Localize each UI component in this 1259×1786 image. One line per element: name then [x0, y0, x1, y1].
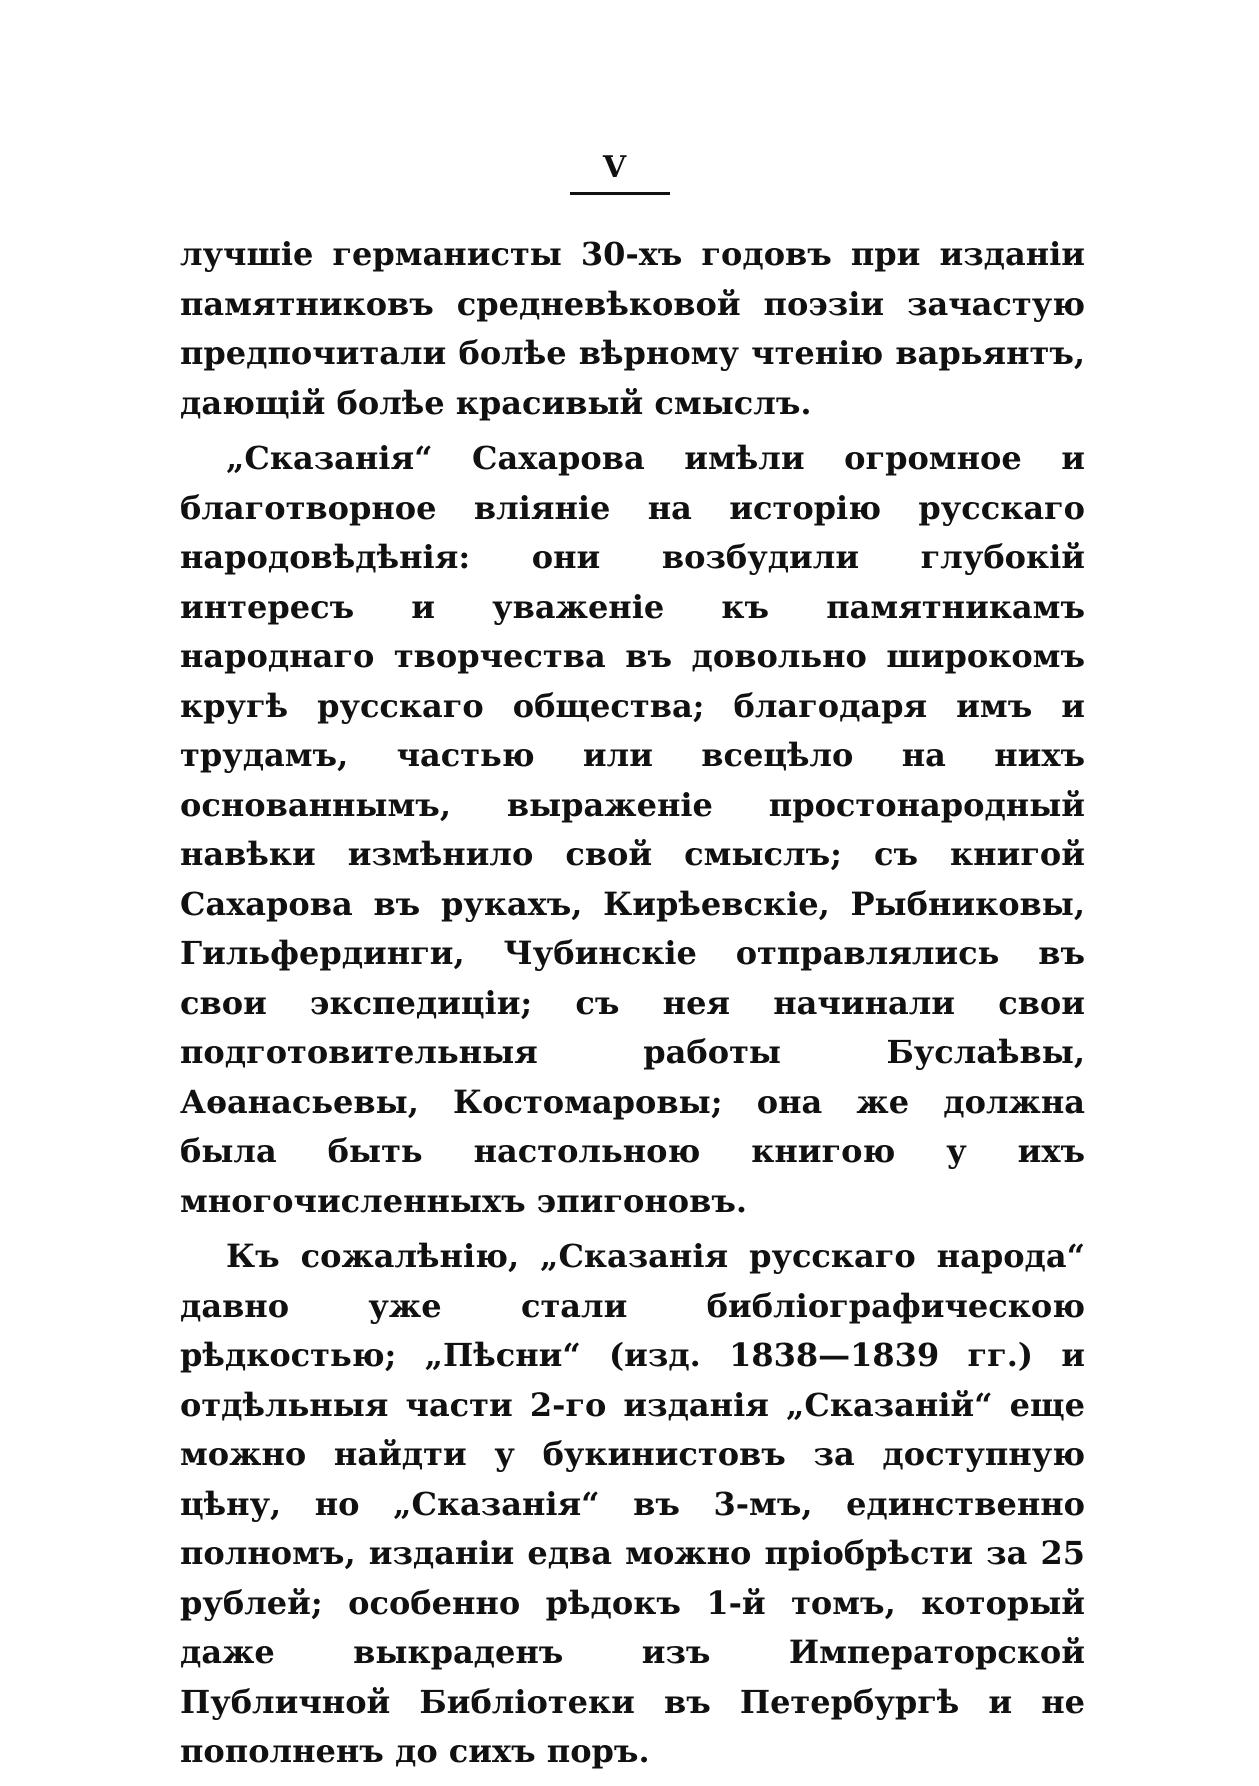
page-number: V — [602, 150, 628, 185]
paragraph-continued: лучшіе германисты 30-хъ годовъ при изданіи памятниковъ средневѣковой поэзіи зачастую предпочитали болѣе вѣрному чтенію варьянтъ, дающій болѣе красивый смыслъ. — [180, 235, 1085, 422]
paragraph-rarity: Къ сожалѣнію, „Сказанія русскаго народа“ давно уже стали библіографическою рѣдкостью; „Пѣсни“ (изд. 1838—1839 гг.) и отдѣльныя части 2-го изданія „Сказаній“ еще можно найдти у букинистовъ за доступную цѣну, но „Сказанія“ въ 3-мъ, единственно полномъ, изданіи едва можно пріобрѣсти за 25 рублей; особенно рѣдокъ 1-й томъ, который даже выкраденъ изъ Императорской Публичной Библіотеки въ Петербургѣ и не пополненъ до сихъ поръ. — [180, 1237, 1085, 1770]
paragraph-skazaniya-influence: „Сказанія“ Сахарова имѣли огромное и благотворное вліяніе на исторію русскаго народовѣдѣнія: они возбудили глубокій интересъ и уваженіе къ памятникамъ народнаго творчества въ довольно широкомъ кругѣ русскаго общества; благодаря имъ и трудамъ, частью или всецѣло на нихъ основаннымъ, выраженіе простонародный навѣки измѣнило свой смыслъ; съ книгой Сахарова въ рукахъ, Кирѣевскіе, Рыбниковы, Гильфердинги, Чубинскіе отправлялись въ свои экспедиціи; съ нея начинали свои подготовительныя работы Буслаѣвы, Аѳанасьевы, Костомаровы; она же должна была быть настольною книгою у ихъ многочисленныхъ эпигоновъ. — [180, 439, 1085, 1220]
page-text — [180, 230, 1085, 1777]
page-number-rule — [570, 192, 670, 195]
